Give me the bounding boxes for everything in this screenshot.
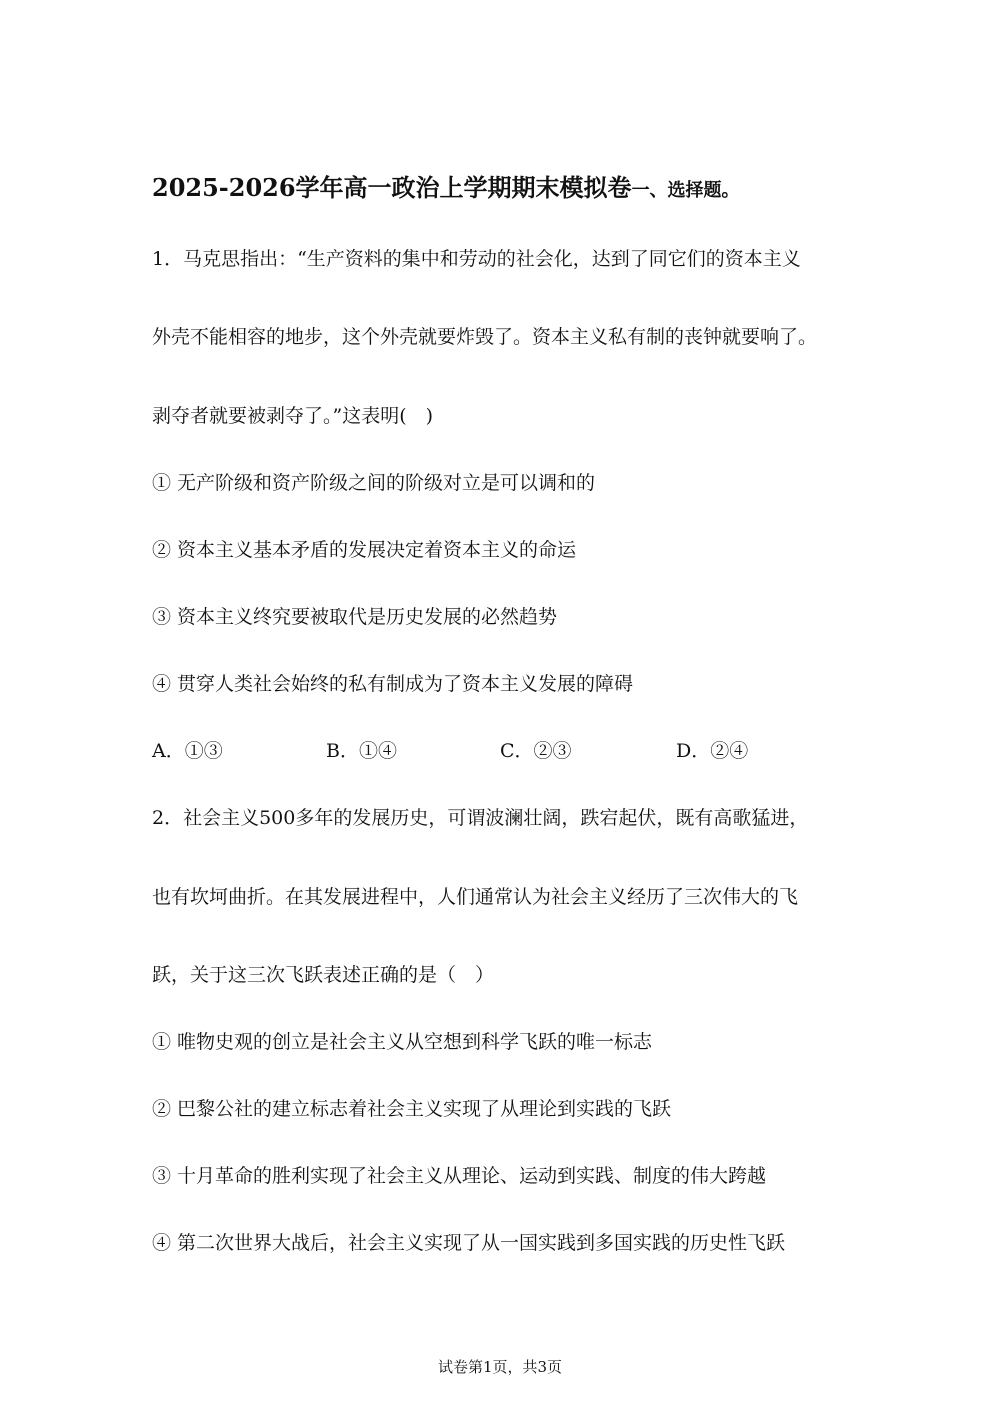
page-footer: 试卷第1页，共3页 <box>437 1358 563 1376</box>
q1-stem-line-3: 剥夺者就要被剥夺了。”这表明( ) <box>152 405 434 427</box>
q1-stem-line-2: 外壳不能相容的地步，这个外壳就要炸毁了。资本主义私有制的丧钟就要响了。 <box>152 326 818 348</box>
q1-statement-1: ① 无产阶级和资产阶级之间的阶级对立是可以调和的 <box>152 472 596 494</box>
q2-statement-2: ② 巴黎公社的建立标志着社会主义实现了从理论到实践的飞跃 <box>152 1098 672 1120</box>
q1-option-c: C．②③ <box>500 740 572 762</box>
q2-stem-line-1: 2．社会主义500多年的发展历史，可谓波澜壮阔，跌宕起伏，既有高歌猛进， <box>152 807 809 829</box>
q2-statement-1: ① 唯物史观的创立是社会主义从空想到科学飞跃的唯一标志 <box>152 1031 653 1053</box>
section-heading: 一、选择题。 <box>631 180 740 201</box>
q2-stem-line-3: 跃，关于这三次飞跃表述正确的是（ ） <box>152 964 495 986</box>
q1-stem-line-1: 1．马克思指出：“生产资料的集中和劳动的社会化，达到了同它们的资本主义 <box>152 248 801 270</box>
q2-statement-4: ④ 第二次世界大战后，社会主义实现了从一国实践到多国实践的历史性飞跃 <box>152 1232 786 1254</box>
q2-stem-line-2: 也有坎坷曲折。在其发展进程中，人们通常认为社会主义经历了三次伟大的飞 <box>152 886 799 908</box>
q1-option-d: D．②④ <box>676 740 749 762</box>
page-title <box>152 168 740 203</box>
q1-statement-2: ② 资本主义基本矛盾的发展决定着资本主义的命运 <box>152 539 577 561</box>
q1-statement-4: ④ 贯穿人类社会始终的私有制成为了资本主义发展的障碍 <box>152 673 634 695</box>
title-text: 2025-2026学年高一政治上学期期末模拟卷 <box>152 173 632 202</box>
q1-statement-3: ③ 资本主义终究要被取代是历史发展的必然趋势 <box>152 606 558 628</box>
q1-option-a: A．①③ <box>152 740 223 762</box>
q2-statement-3: ③ 十月革命的胜利实现了社会主义从理论、运动到实践、制度的伟大跨越 <box>152 1165 767 1187</box>
q1-option-b: B．①④ <box>326 740 397 762</box>
